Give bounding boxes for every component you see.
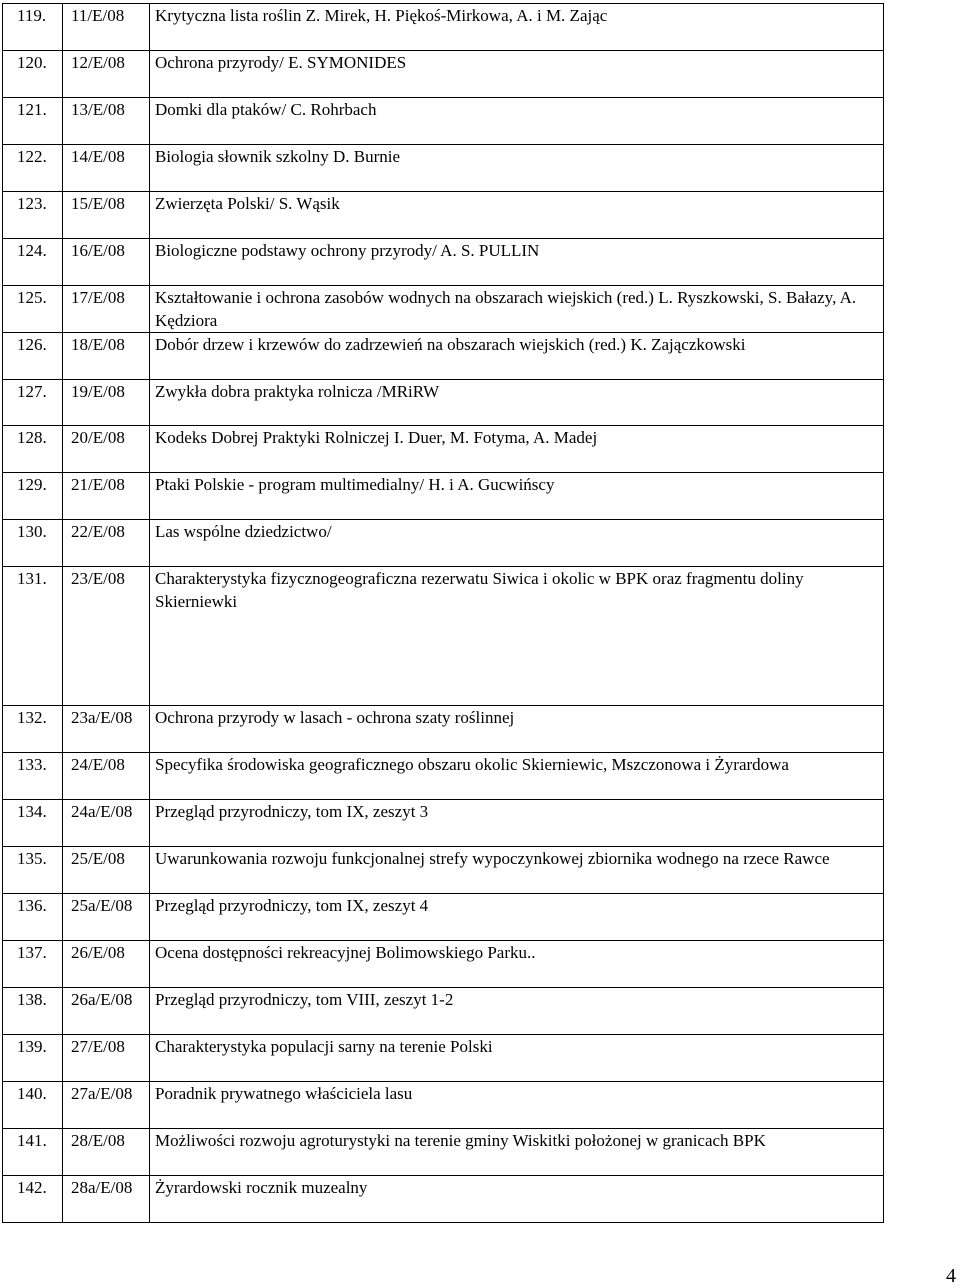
row-number: 120. <box>3 51 63 98</box>
row-title: Domki dla ptaków/ C. Rohrbach <box>150 98 884 145</box>
row-number: 132. <box>3 706 63 753</box>
row-signature: 13/E/08 <box>63 98 150 145</box>
row-title: Las wspólne dziedzictwo/ <box>150 520 884 567</box>
row-title: Ocena dostępności rekreacyjnej Bolimowskiego Parku.. <box>150 941 884 988</box>
table-row <box>3 145 884 192</box>
row-title: Żyrardowski rocznik muzealny <box>150 1176 884 1223</box>
row-signature: 16/E/08 <box>63 239 150 286</box>
table-row <box>3 988 884 1035</box>
row-title: Przegląd przyrodniczy, tom IX, zeszyt 4 <box>150 894 884 941</box>
table-row <box>3 800 884 847</box>
row-title: Specyfika środowiska geograficznego obszaru okolic Skierniewic, Mszczonowa i Żyrardowa <box>150 753 884 800</box>
row-title: Przegląd przyrodniczy, tom IX, zeszyt 3 <box>150 800 884 847</box>
row-number: 119. <box>3 4 63 51</box>
table-row <box>3 753 884 800</box>
row-title: Charakterystyka fizycznogeograficzna rezerwatu Siwica i okolic w BPK oraz fragmentu doliny Skierniewki <box>150 567 884 706</box>
row-number: 141. <box>3 1129 63 1176</box>
row-number: 131. <box>3 567 63 706</box>
table-row <box>3 1035 884 1082</box>
table-row <box>3 520 884 567</box>
row-signature: 17/E/08 <box>63 286 150 333</box>
row-signature: 26/E/08 <box>63 941 150 988</box>
row-title: Uwarunkowania rozwoju funkcjonalnej strefy wypoczynkowej zbiornika wodnego na rzece Rawce <box>150 847 884 894</box>
inventory-table <box>2 3 884 1223</box>
row-title: Kodeks Dobrej Praktyki Rolniczej I. Duer, M. Fotyma, A. Madej <box>150 426 884 473</box>
row-signature: 15/E/08 <box>63 192 150 239</box>
table-row <box>3 1176 884 1223</box>
table-row <box>3 426 884 473</box>
table-row <box>3 333 884 380</box>
row-number: 138. <box>3 988 63 1035</box>
row-number: 142. <box>3 1176 63 1223</box>
table-row <box>3 1129 884 1176</box>
row-signature: 22/E/08 <box>63 520 150 567</box>
row-signature: 28/E/08 <box>63 1129 150 1176</box>
inventory-table-body <box>3 4 884 1223</box>
table-row <box>3 51 884 98</box>
table-row <box>3 239 884 286</box>
row-signature: 23/E/08 <box>63 567 150 706</box>
row-number: 128. <box>3 426 63 473</box>
row-title: Dobór drzew i krzewów do zadrzewień na obszarach wiejskich (red.) K. Zajączkowski <box>150 333 884 380</box>
row-signature: 14/E/08 <box>63 145 150 192</box>
row-title: Biologiczne podstawy ochrony przyrody/ A. S. PULLIN <box>150 239 884 286</box>
table-row <box>3 941 884 988</box>
row-number: 139. <box>3 1035 63 1082</box>
table-row <box>3 4 884 51</box>
row-title: Ptaki Polskie - program multimedialny/ H. i A. Gucwińscy <box>150 473 884 520</box>
row-title: Zwierzęta Polski/ S. Wąsik <box>150 192 884 239</box>
row-title: Możliwości rozwoju agroturystyki na terenie gminy Wiskitki położonej w granicach BPK <box>150 1129 884 1176</box>
row-number: 137. <box>3 941 63 988</box>
row-number: 126. <box>3 333 63 380</box>
table-row <box>3 473 884 520</box>
row-signature: 27a/E/08 <box>63 1082 150 1129</box>
row-signature: 19/E/08 <box>63 380 150 426</box>
row-number: 133. <box>3 753 63 800</box>
row-signature: 23a/E/08 <box>63 706 150 753</box>
row-title: Charakterystyka populacji sarny na terenie Polski <box>150 1035 884 1082</box>
row-number: 129. <box>3 473 63 520</box>
row-number: 124. <box>3 239 63 286</box>
row-number: 134. <box>3 800 63 847</box>
row-number: 135. <box>3 847 63 894</box>
row-number: 127. <box>3 380 63 426</box>
row-number: 136. <box>3 894 63 941</box>
row-number: 140. <box>3 1082 63 1129</box>
row-number: 121. <box>3 98 63 145</box>
table-row <box>3 847 884 894</box>
row-title: Kształtowanie i ochrona zasobów wodnych na obszarach wiejskich (red.) L. Ryszkowski, S. Bałazy, A. Kędziora <box>150 286 884 333</box>
row-signature: 12/E/08 <box>63 51 150 98</box>
row-title: Krytyczna lista roślin Z. Mirek, H. Piękoś-Mirkowa, A. i M. Zając <box>150 4 884 51</box>
row-title: Zwykła dobra praktyka rolnicza /MRiRW <box>150 380 884 426</box>
row-signature: 20/E/08 <box>63 426 150 473</box>
page-number: 4 <box>946 1265 956 1287</box>
table-row <box>3 1082 884 1129</box>
row-signature: 26a/E/08 <box>63 988 150 1035</box>
table-row <box>3 286 884 333</box>
row-signature: 24/E/08 <box>63 753 150 800</box>
row-title: Biologia słownik szkolny D. Burnie <box>150 145 884 192</box>
table-row <box>3 380 884 426</box>
table-row <box>3 894 884 941</box>
row-signature: 25a/E/08 <box>63 894 150 941</box>
row-title: Ochrona przyrody w lasach - ochrona szaty roślinnej <box>150 706 884 753</box>
row-signature: 25/E/08 <box>63 847 150 894</box>
row-signature: 11/E/08 <box>63 4 150 51</box>
row-number: 125. <box>3 286 63 333</box>
row-signature: 21/E/08 <box>63 473 150 520</box>
table-row <box>3 98 884 145</box>
row-number: 123. <box>3 192 63 239</box>
table-row <box>3 567 884 706</box>
table-row <box>3 706 884 753</box>
row-title: Przegląd przyrodniczy, tom VIII, zeszyt 1-2 <box>150 988 884 1035</box>
row-title: Poradnik prywatnego właściciela lasu <box>150 1082 884 1129</box>
row-signature: 18/E/08 <box>63 333 150 380</box>
row-signature: 24a/E/08 <box>63 800 150 847</box>
row-number: 130. <box>3 520 63 567</box>
row-number: 122. <box>3 145 63 192</box>
table-row <box>3 192 884 239</box>
row-title: Ochrona przyrody/ E. SYMONIDES <box>150 51 884 98</box>
row-signature: 27/E/08 <box>63 1035 150 1082</box>
row-signature: 28a/E/08 <box>63 1176 150 1223</box>
